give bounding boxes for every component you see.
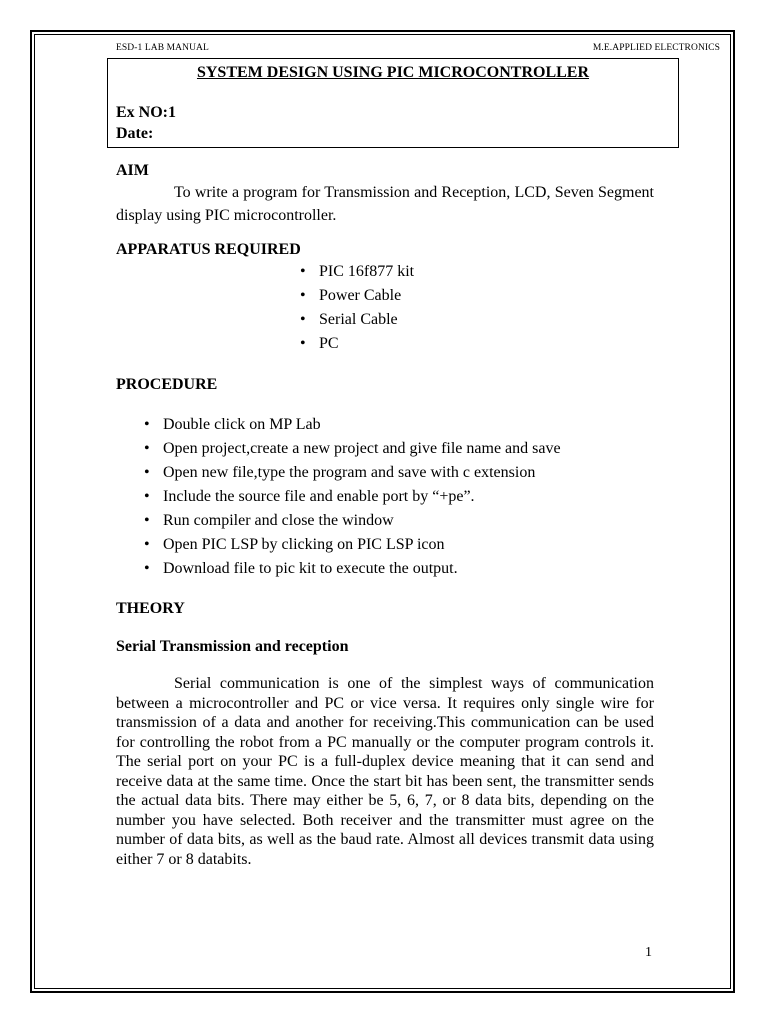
theory-text: Serial communication is one of the simplest ways of communication between a microcontroller and PC or vice versa. It requires only single wire for transmission of a data and another for receiving.This communication can be used for controlling the robot from a PC manually or the computer program controls it. The serial port on your PC is a full-duplex device meaning that it can send and receive data at the same time. Once the start bit has been sent, the transmitter sends the actual data bits. There may either be 5, 6, 7, or 8 data bits, depending on the number you have selected. Both receiver and the transmitter must agree on the number of data bits, as well as the baud rate. Almost all devices transmit data using either 7 or 8 databits. [116, 675, 654, 868]
document-title: SYSTEM DESIGN USING PIC MICROCONTROLLER [196, 64, 590, 81]
list-item: • Serial Cable [300, 311, 398, 328]
bullet-icon: • [300, 287, 306, 304]
list-item: • Run compiler and close the window [144, 512, 394, 529]
aim-text: To write a program for Transmission and Reception, LCD, Seven Segment display using PIC microcontroller. [116, 184, 654, 224]
procedure-heading: PROCEDURE [116, 376, 218, 393]
header-right: M.E.APPLIED ELECTRONICS [592, 43, 720, 53]
list-item: • Include the source file and enable port by “+pe”. [144, 488, 475, 505]
page-number: 1 [645, 945, 652, 960]
list-item: • Open project,create a new project and give file name and save [144, 440, 561, 457]
procedure-list [144, 416, 561, 584]
theory-subheading: Serial Transmission and reception [116, 638, 349, 655]
aim-paragraph [116, 181, 654, 227]
bullet-icon: • [300, 335, 306, 352]
apparatus-list [300, 263, 414, 359]
list-item: • Power Cable [300, 287, 402, 304]
bullet-icon: • [300, 263, 306, 280]
list-item: • Double click on MP Lab [144, 416, 321, 433]
aim-heading: AIM [116, 162, 149, 179]
theory-paragraph [116, 674, 654, 869]
bullet-icon: • [144, 416, 150, 433]
list-item: • Download file to pic kit to execute the output. [144, 560, 458, 577]
bullet-icon: • [144, 488, 150, 505]
experiment-date: Date: [116, 125, 154, 142]
bullet-icon: • [144, 464, 150, 481]
list-item: • PIC 16f877 kit [300, 263, 415, 280]
list-item: • PC [300, 335, 339, 352]
bullet-icon: • [300, 311, 306, 328]
bullet-icon: • [144, 536, 150, 553]
bullet-icon: • [144, 512, 150, 529]
bullet-icon: • [144, 560, 150, 577]
list-item: • Open PIC LSP by clicking on PIC LSP icon [144, 536, 445, 553]
header-left: ESD-1 LAB MANUAL [116, 43, 209, 53]
apparatus-heading: APPARATUS REQUIRED [116, 241, 301, 258]
list-item: • Open new file,type the program and save with c extension [144, 464, 536, 481]
experiment-number: Ex NO:1 [116, 104, 176, 121]
theory-heading: THEORY [116, 600, 185, 617]
bullet-icon: • [144, 440, 150, 457]
